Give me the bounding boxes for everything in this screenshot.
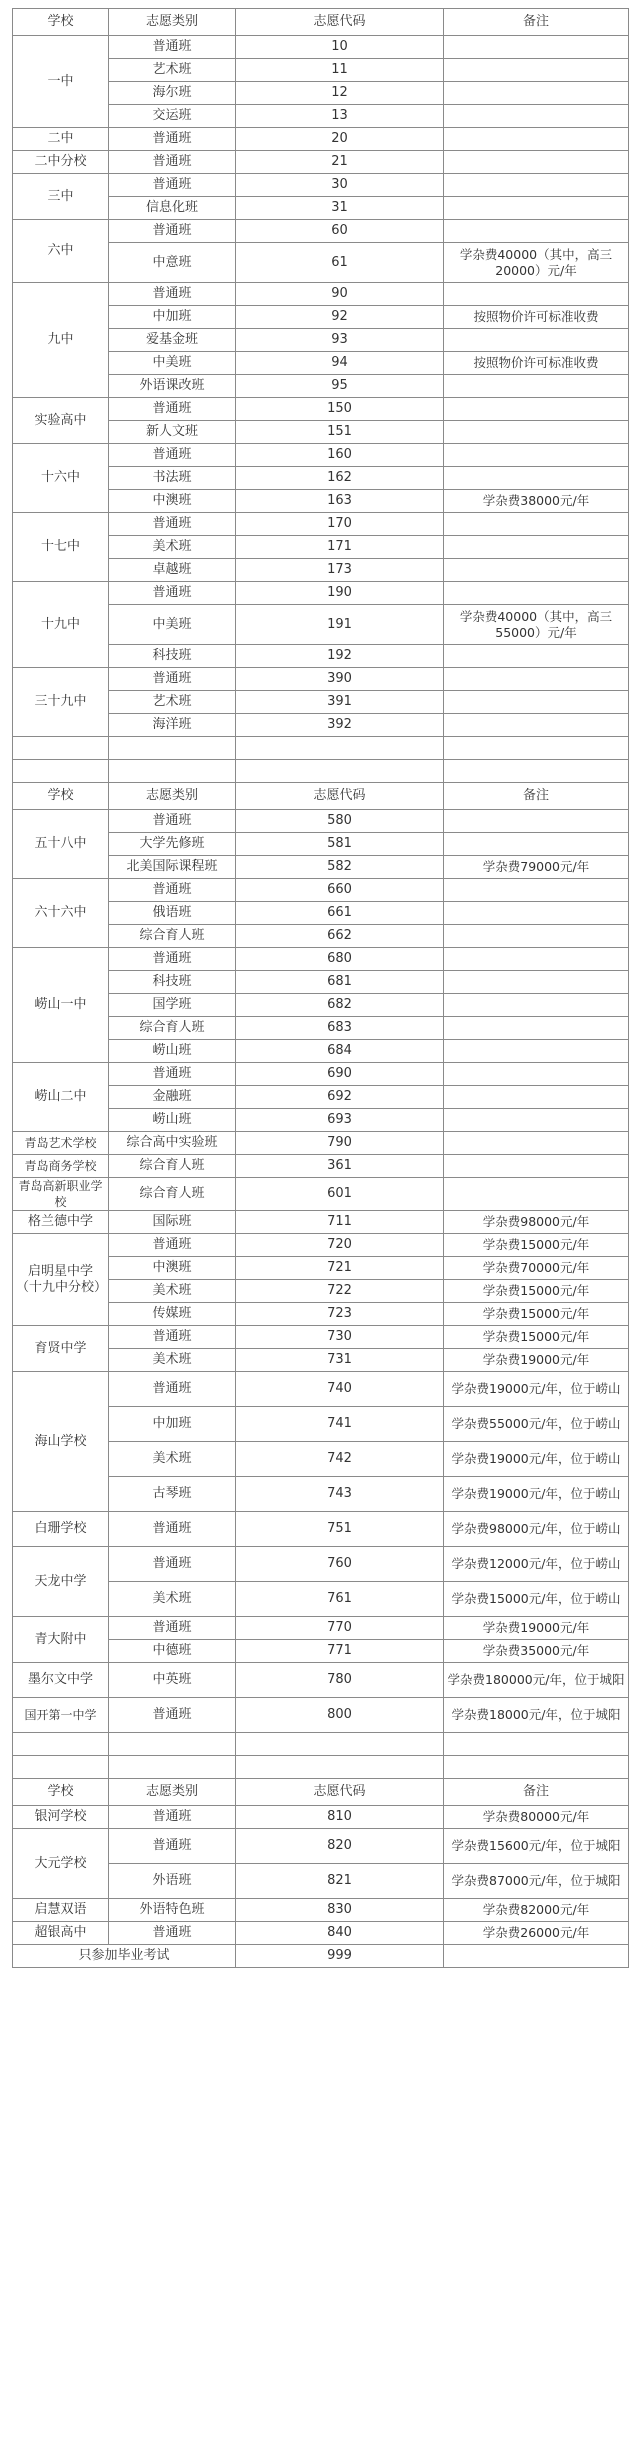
- table-row: [13, 1829, 629, 1864]
- category-cell: 普通班: [109, 283, 236, 306]
- note-cell: [444, 513, 629, 536]
- note-cell: 学杂费12000元/年，位于崂山: [444, 1547, 629, 1582]
- table-row: [13, 128, 629, 151]
- note-cell: 学杂费55000元/年，位于崂山: [444, 1407, 629, 1442]
- table-row: [13, 1806, 629, 1829]
- header-row: [13, 9, 629, 36]
- code-cell: 821: [236, 1864, 444, 1899]
- admission-code-table: [12, 8, 629, 1968]
- note-cell: [444, 645, 629, 668]
- code-cell: 680: [236, 948, 444, 971]
- table-row: [13, 582, 629, 605]
- category-cell: 外语班: [109, 1864, 236, 1899]
- header-school: 学校: [13, 783, 109, 810]
- code-cell: 31: [236, 197, 444, 220]
- note-cell: [444, 283, 629, 306]
- school-cell: 九中: [13, 283, 109, 398]
- category-cell: 艺术班: [109, 691, 236, 714]
- school-cell: 青岛商务学校: [13, 1155, 109, 1178]
- code-cell: 151: [236, 421, 444, 444]
- school-cell: 六中: [13, 220, 109, 283]
- code-cell: 751: [236, 1512, 444, 1547]
- table-row: [13, 513, 629, 536]
- table-row: [13, 1547, 629, 1582]
- note-cell: [444, 925, 629, 948]
- header-row: [13, 783, 629, 810]
- category-cell: 海尔班: [109, 82, 236, 105]
- category-cell: 海洋班: [109, 714, 236, 737]
- code-cell: 682: [236, 994, 444, 1017]
- code-cell: 92: [236, 306, 444, 329]
- note-cell: 学杂费35000元/年: [444, 1640, 629, 1663]
- category-cell: 普通班: [109, 1547, 236, 1582]
- code-cell: 192: [236, 645, 444, 668]
- header-code: 志愿代码: [236, 1779, 444, 1806]
- note-cell: 学杂费15000元/年: [444, 1280, 629, 1303]
- school-cell: 银河学校: [13, 1806, 109, 1829]
- category-cell: 普通班: [109, 128, 236, 151]
- table-row: [13, 1698, 629, 1733]
- header-code: 志愿代码: [236, 783, 444, 810]
- code-cell: 170: [236, 513, 444, 536]
- note-cell: [444, 1155, 629, 1178]
- note-cell: [444, 174, 629, 197]
- code-cell: 150: [236, 398, 444, 421]
- category-cell: 中加班: [109, 306, 236, 329]
- note-cell: [444, 536, 629, 559]
- category-cell: 普通班: [109, 36, 236, 59]
- table-row: [13, 36, 629, 59]
- code-cell: 730: [236, 1326, 444, 1349]
- category-cell: 古琴班: [109, 1477, 236, 1512]
- category-cell: 普通班: [109, 948, 236, 971]
- header-category: 志愿类别: [109, 1779, 236, 1806]
- note-cell: [444, 668, 629, 691]
- code-cell: 830: [236, 1899, 444, 1922]
- category-cell: 科技班: [109, 971, 236, 994]
- code-cell: 191: [236, 605, 444, 645]
- code-cell: 770: [236, 1617, 444, 1640]
- note-cell: [444, 1086, 629, 1109]
- table-row: [13, 1132, 629, 1155]
- note-cell: 学杂费19000元/年，位于崂山: [444, 1372, 629, 1407]
- code-cell: 13: [236, 105, 444, 128]
- code-cell: 361: [236, 1155, 444, 1178]
- code-cell: 61: [236, 243, 444, 283]
- code-cell: 760: [236, 1547, 444, 1582]
- code-cell: 742: [236, 1442, 444, 1477]
- note-cell: [444, 1040, 629, 1063]
- table-row: [13, 879, 629, 902]
- code-cell: 741: [236, 1407, 444, 1442]
- exam-only-label: 只参加毕业考试: [13, 1945, 236, 1968]
- code-cell: 693: [236, 1109, 444, 1132]
- table-row: [13, 1234, 629, 1257]
- header-note: 备注: [444, 1779, 629, 1806]
- table-row: [13, 810, 629, 833]
- school-cell: 启明星中学（十九中分校）: [13, 1234, 109, 1326]
- note-cell: 学杂费180000元/年，位于城阳: [444, 1663, 629, 1698]
- header-school: 学校: [13, 1779, 109, 1806]
- category-cell: 综合育人班: [109, 1017, 236, 1040]
- category-cell: 普通班: [109, 398, 236, 421]
- header-code: 志愿代码: [236, 9, 444, 36]
- note-cell: [444, 151, 629, 174]
- note-cell: [444, 220, 629, 243]
- note-cell: [444, 1178, 629, 1211]
- school-cell: 白珊学校: [13, 1512, 109, 1547]
- note-cell: 学杂费15000元/年: [444, 1234, 629, 1257]
- school-cell: 天龙中学: [13, 1547, 109, 1617]
- blank-row: [13, 1756, 629, 1779]
- note-cell: [444, 714, 629, 737]
- school-cell: 崂山一中: [13, 948, 109, 1063]
- table-row: [13, 948, 629, 971]
- note-cell: 学杂费38000元/年: [444, 490, 629, 513]
- code-cell: 390: [236, 668, 444, 691]
- school-cell: 十七中: [13, 513, 109, 582]
- table-row: [13, 1155, 629, 1178]
- note-cell: 学杂费19000元/年: [444, 1617, 629, 1640]
- table-row: [13, 174, 629, 197]
- school-cell: 十六中: [13, 444, 109, 513]
- code-cell: 661: [236, 902, 444, 925]
- category-cell: 中美班: [109, 605, 236, 645]
- header-note: 备注: [444, 9, 629, 36]
- table-row: [13, 398, 629, 421]
- code-cell: 681: [236, 971, 444, 994]
- note-cell: [444, 1109, 629, 1132]
- table-row: [13, 1211, 629, 1234]
- code-cell: 723: [236, 1303, 444, 1326]
- note-cell: [444, 971, 629, 994]
- note-cell: [444, 691, 629, 714]
- school-cell: 格兰德中学: [13, 1211, 109, 1234]
- category-cell: 科技班: [109, 645, 236, 668]
- category-cell: 美术班: [109, 1442, 236, 1477]
- code-cell: 660: [236, 879, 444, 902]
- code-cell: 90: [236, 283, 444, 306]
- note-cell: 按照物价许可标准收费: [444, 352, 629, 375]
- school-cell: 青岛高新职业学校: [13, 1178, 109, 1211]
- code-cell: 173: [236, 559, 444, 582]
- category-cell: 中美班: [109, 352, 236, 375]
- table-row: [13, 1063, 629, 1086]
- category-cell: 普通班: [109, 220, 236, 243]
- school-cell: 青岛艺术学校: [13, 1132, 109, 1155]
- exam-only-row: [13, 1945, 629, 1968]
- category-cell: 崂山班: [109, 1040, 236, 1063]
- code-cell: 162: [236, 467, 444, 490]
- code-cell: 721: [236, 1257, 444, 1280]
- note-cell: [444, 994, 629, 1017]
- school-cell: 海山学校: [13, 1372, 109, 1512]
- table-row: [13, 1899, 629, 1922]
- exam-only-code: 999: [236, 1945, 444, 1968]
- code-cell: 692: [236, 1086, 444, 1109]
- category-cell: 崂山班: [109, 1109, 236, 1132]
- header-category: 志愿类别: [109, 9, 236, 36]
- note-cell: [444, 82, 629, 105]
- code-cell: 601: [236, 1178, 444, 1211]
- category-cell: 普通班: [109, 151, 236, 174]
- category-cell: 金融班: [109, 1086, 236, 1109]
- category-cell: 书法班: [109, 467, 236, 490]
- code-cell: 11: [236, 59, 444, 82]
- school-cell: 育贤中学: [13, 1326, 109, 1372]
- table-row: [13, 444, 629, 467]
- note-cell: 学杂费19000元/年，位于崂山: [444, 1442, 629, 1477]
- blank-row: [13, 760, 629, 783]
- table-row: [13, 151, 629, 174]
- code-cell: 684: [236, 1040, 444, 1063]
- school-cell: 崂山二中: [13, 1063, 109, 1132]
- category-cell: 中德班: [109, 1640, 236, 1663]
- code-cell: 391: [236, 691, 444, 714]
- code-cell: 93: [236, 329, 444, 352]
- school-cell: 实验高中: [13, 398, 109, 444]
- note-cell: 学杂费26000元/年: [444, 1922, 629, 1945]
- note-cell: [444, 398, 629, 421]
- note-cell: [444, 810, 629, 833]
- note-cell: [444, 582, 629, 605]
- code-cell: 190: [236, 582, 444, 605]
- category-cell: 综合高中实验班: [109, 1132, 236, 1155]
- code-cell: 21: [236, 151, 444, 174]
- code-cell: 790: [236, 1132, 444, 1155]
- header-category: 志愿类别: [109, 783, 236, 810]
- category-cell: 中加班: [109, 1407, 236, 1442]
- note-cell: [444, 444, 629, 467]
- category-cell: 信息化班: [109, 197, 236, 220]
- note-cell: 学杂费19000元/年，位于崂山: [444, 1477, 629, 1512]
- code-cell: 582: [236, 856, 444, 879]
- table-row: [13, 668, 629, 691]
- category-cell: 卓越班: [109, 559, 236, 582]
- code-cell: 581: [236, 833, 444, 856]
- note-cell: [444, 59, 629, 82]
- note-cell: [444, 1132, 629, 1155]
- note-cell: [444, 375, 629, 398]
- header-row: [13, 1779, 629, 1806]
- school-cell: 二中分校: [13, 151, 109, 174]
- category-cell: 美术班: [109, 1280, 236, 1303]
- code-cell: 580: [236, 810, 444, 833]
- category-cell: 中澳班: [109, 490, 236, 513]
- code-cell: 683: [236, 1017, 444, 1040]
- note-cell: 按照物价许可标准收费: [444, 306, 629, 329]
- table-row: [13, 283, 629, 306]
- table-row: [13, 1663, 629, 1698]
- school-cell: 墨尔文中学: [13, 1663, 109, 1698]
- blank-row: [13, 737, 629, 760]
- school-cell: 启慧双语: [13, 1899, 109, 1922]
- table-row: [13, 1922, 629, 1945]
- note-cell: [444, 833, 629, 856]
- school-cell: 一中: [13, 36, 109, 128]
- code-cell: 761: [236, 1582, 444, 1617]
- code-cell: 20: [236, 128, 444, 151]
- category-cell: 普通班: [109, 1698, 236, 1733]
- note-cell: [444, 36, 629, 59]
- code-cell: 160: [236, 444, 444, 467]
- note-cell: [444, 879, 629, 902]
- category-cell: 中意班: [109, 243, 236, 283]
- category-cell: 俄语班: [109, 902, 236, 925]
- category-cell: 国学班: [109, 994, 236, 1017]
- code-cell: 163: [236, 490, 444, 513]
- school-cell: 青大附中: [13, 1617, 109, 1663]
- exam-only-note: [444, 1945, 629, 1968]
- category-cell: 普通班: [109, 1806, 236, 1829]
- blank-row: [13, 1733, 629, 1756]
- code-cell: 780: [236, 1663, 444, 1698]
- code-cell: 722: [236, 1280, 444, 1303]
- school-cell: 大元学校: [13, 1829, 109, 1899]
- table-row: [13, 1372, 629, 1407]
- category-cell: 外语特色班: [109, 1899, 236, 1922]
- category-cell: 综合育人班: [109, 1155, 236, 1178]
- table-row: [13, 220, 629, 243]
- code-cell: 662: [236, 925, 444, 948]
- school-cell: 六十六中: [13, 879, 109, 948]
- category-cell: 国际班: [109, 1211, 236, 1234]
- header-school: 学校: [13, 9, 109, 36]
- note-cell: 学杂费40000（其中，高三20000）元/年: [444, 243, 629, 283]
- note-cell: 学杂费98000元/年，位于崂山: [444, 1512, 629, 1547]
- category-cell: 美术班: [109, 1582, 236, 1617]
- category-cell: 交运班: [109, 105, 236, 128]
- school-cell: 三十九中: [13, 668, 109, 737]
- note-cell: 学杂费82000元/年: [444, 1899, 629, 1922]
- category-cell: 普通班: [109, 1326, 236, 1349]
- note-cell: [444, 128, 629, 151]
- category-cell: 普通班: [109, 879, 236, 902]
- category-cell: 中英班: [109, 1663, 236, 1698]
- table-row: [13, 1512, 629, 1547]
- note-cell: [444, 559, 629, 582]
- category-cell: 爱基金班: [109, 329, 236, 352]
- note-cell: [444, 329, 629, 352]
- code-cell: 30: [236, 174, 444, 197]
- category-cell: 综合育人班: [109, 1178, 236, 1211]
- category-cell: 中澳班: [109, 1257, 236, 1280]
- category-cell: 普通班: [109, 444, 236, 467]
- category-cell: 美术班: [109, 1349, 236, 1372]
- category-cell: 普通班: [109, 1372, 236, 1407]
- code-cell: 60: [236, 220, 444, 243]
- code-cell: 810: [236, 1806, 444, 1829]
- note-cell: 学杂费40000（其中，高三55000）元/年: [444, 605, 629, 645]
- note-cell: 学杂费15600元/年，位于城阳: [444, 1829, 629, 1864]
- note-cell: [444, 105, 629, 128]
- category-cell: 普通班: [109, 1234, 236, 1257]
- category-cell: 普通班: [109, 1512, 236, 1547]
- note-cell: [444, 197, 629, 220]
- category-cell: 美术班: [109, 536, 236, 559]
- code-cell: 690: [236, 1063, 444, 1086]
- note-cell: [444, 948, 629, 971]
- note-cell: 学杂费98000元/年: [444, 1211, 629, 1234]
- category-cell: 普通班: [109, 1063, 236, 1086]
- code-cell: 94: [236, 352, 444, 375]
- category-cell: 普通班: [109, 1829, 236, 1864]
- code-cell: 771: [236, 1640, 444, 1663]
- note-cell: [444, 1063, 629, 1086]
- note-cell: 学杂费70000元/年: [444, 1257, 629, 1280]
- code-cell: 743: [236, 1477, 444, 1512]
- code-cell: 392: [236, 714, 444, 737]
- category-cell: 普通班: [109, 513, 236, 536]
- code-cell: 10: [236, 36, 444, 59]
- school-cell: 三中: [13, 174, 109, 220]
- code-cell: 95: [236, 375, 444, 398]
- note-cell: [444, 1017, 629, 1040]
- category-cell: 普通班: [109, 582, 236, 605]
- school-cell: 五十八中: [13, 810, 109, 879]
- table-row: [13, 1178, 629, 1211]
- code-cell: 800: [236, 1698, 444, 1733]
- note-cell: 学杂费79000元/年: [444, 856, 629, 879]
- note-cell: 学杂费19000元/年: [444, 1349, 629, 1372]
- category-cell: 普通班: [109, 668, 236, 691]
- category-cell: 普通班: [109, 174, 236, 197]
- category-cell: 传媒班: [109, 1303, 236, 1326]
- code-cell: 820: [236, 1829, 444, 1864]
- note-cell: 学杂费15000元/年，位于崂山: [444, 1582, 629, 1617]
- table-row: [13, 1326, 629, 1349]
- header-note: 备注: [444, 783, 629, 810]
- note-cell: [444, 902, 629, 925]
- category-cell: 普通班: [109, 810, 236, 833]
- note-cell: [444, 467, 629, 490]
- code-cell: 731: [236, 1349, 444, 1372]
- note-cell: 学杂费18000元/年，位于城阳: [444, 1698, 629, 1733]
- category-cell: 艺术班: [109, 59, 236, 82]
- category-cell: 外语课改班: [109, 375, 236, 398]
- note-cell: 学杂费15000元/年: [444, 1303, 629, 1326]
- note-cell: [444, 421, 629, 444]
- table-body: [13, 9, 629, 1968]
- code-cell: 12: [236, 82, 444, 105]
- category-cell: 北美国际课程班: [109, 856, 236, 879]
- code-cell: 740: [236, 1372, 444, 1407]
- category-cell: 大学先修班: [109, 833, 236, 856]
- table-row: [13, 1617, 629, 1640]
- school-cell: 超银高中: [13, 1922, 109, 1945]
- code-cell: 840: [236, 1922, 444, 1945]
- school-cell: 二中: [13, 128, 109, 151]
- code-cell: 171: [236, 536, 444, 559]
- code-cell: 720: [236, 1234, 444, 1257]
- category-cell: 普通班: [109, 1922, 236, 1945]
- school-cell: 十九中: [13, 582, 109, 668]
- category-cell: 新人文班: [109, 421, 236, 444]
- note-cell: 学杂费87000元/年，位于城阳: [444, 1864, 629, 1899]
- school-cell: 国开第一中学: [13, 1698, 109, 1733]
- note-cell: 学杂费15000元/年: [444, 1326, 629, 1349]
- category-cell: 综合育人班: [109, 925, 236, 948]
- category-cell: 普通班: [109, 1617, 236, 1640]
- note-cell: 学杂费80000元/年: [444, 1806, 629, 1829]
- code-cell: 711: [236, 1211, 444, 1234]
